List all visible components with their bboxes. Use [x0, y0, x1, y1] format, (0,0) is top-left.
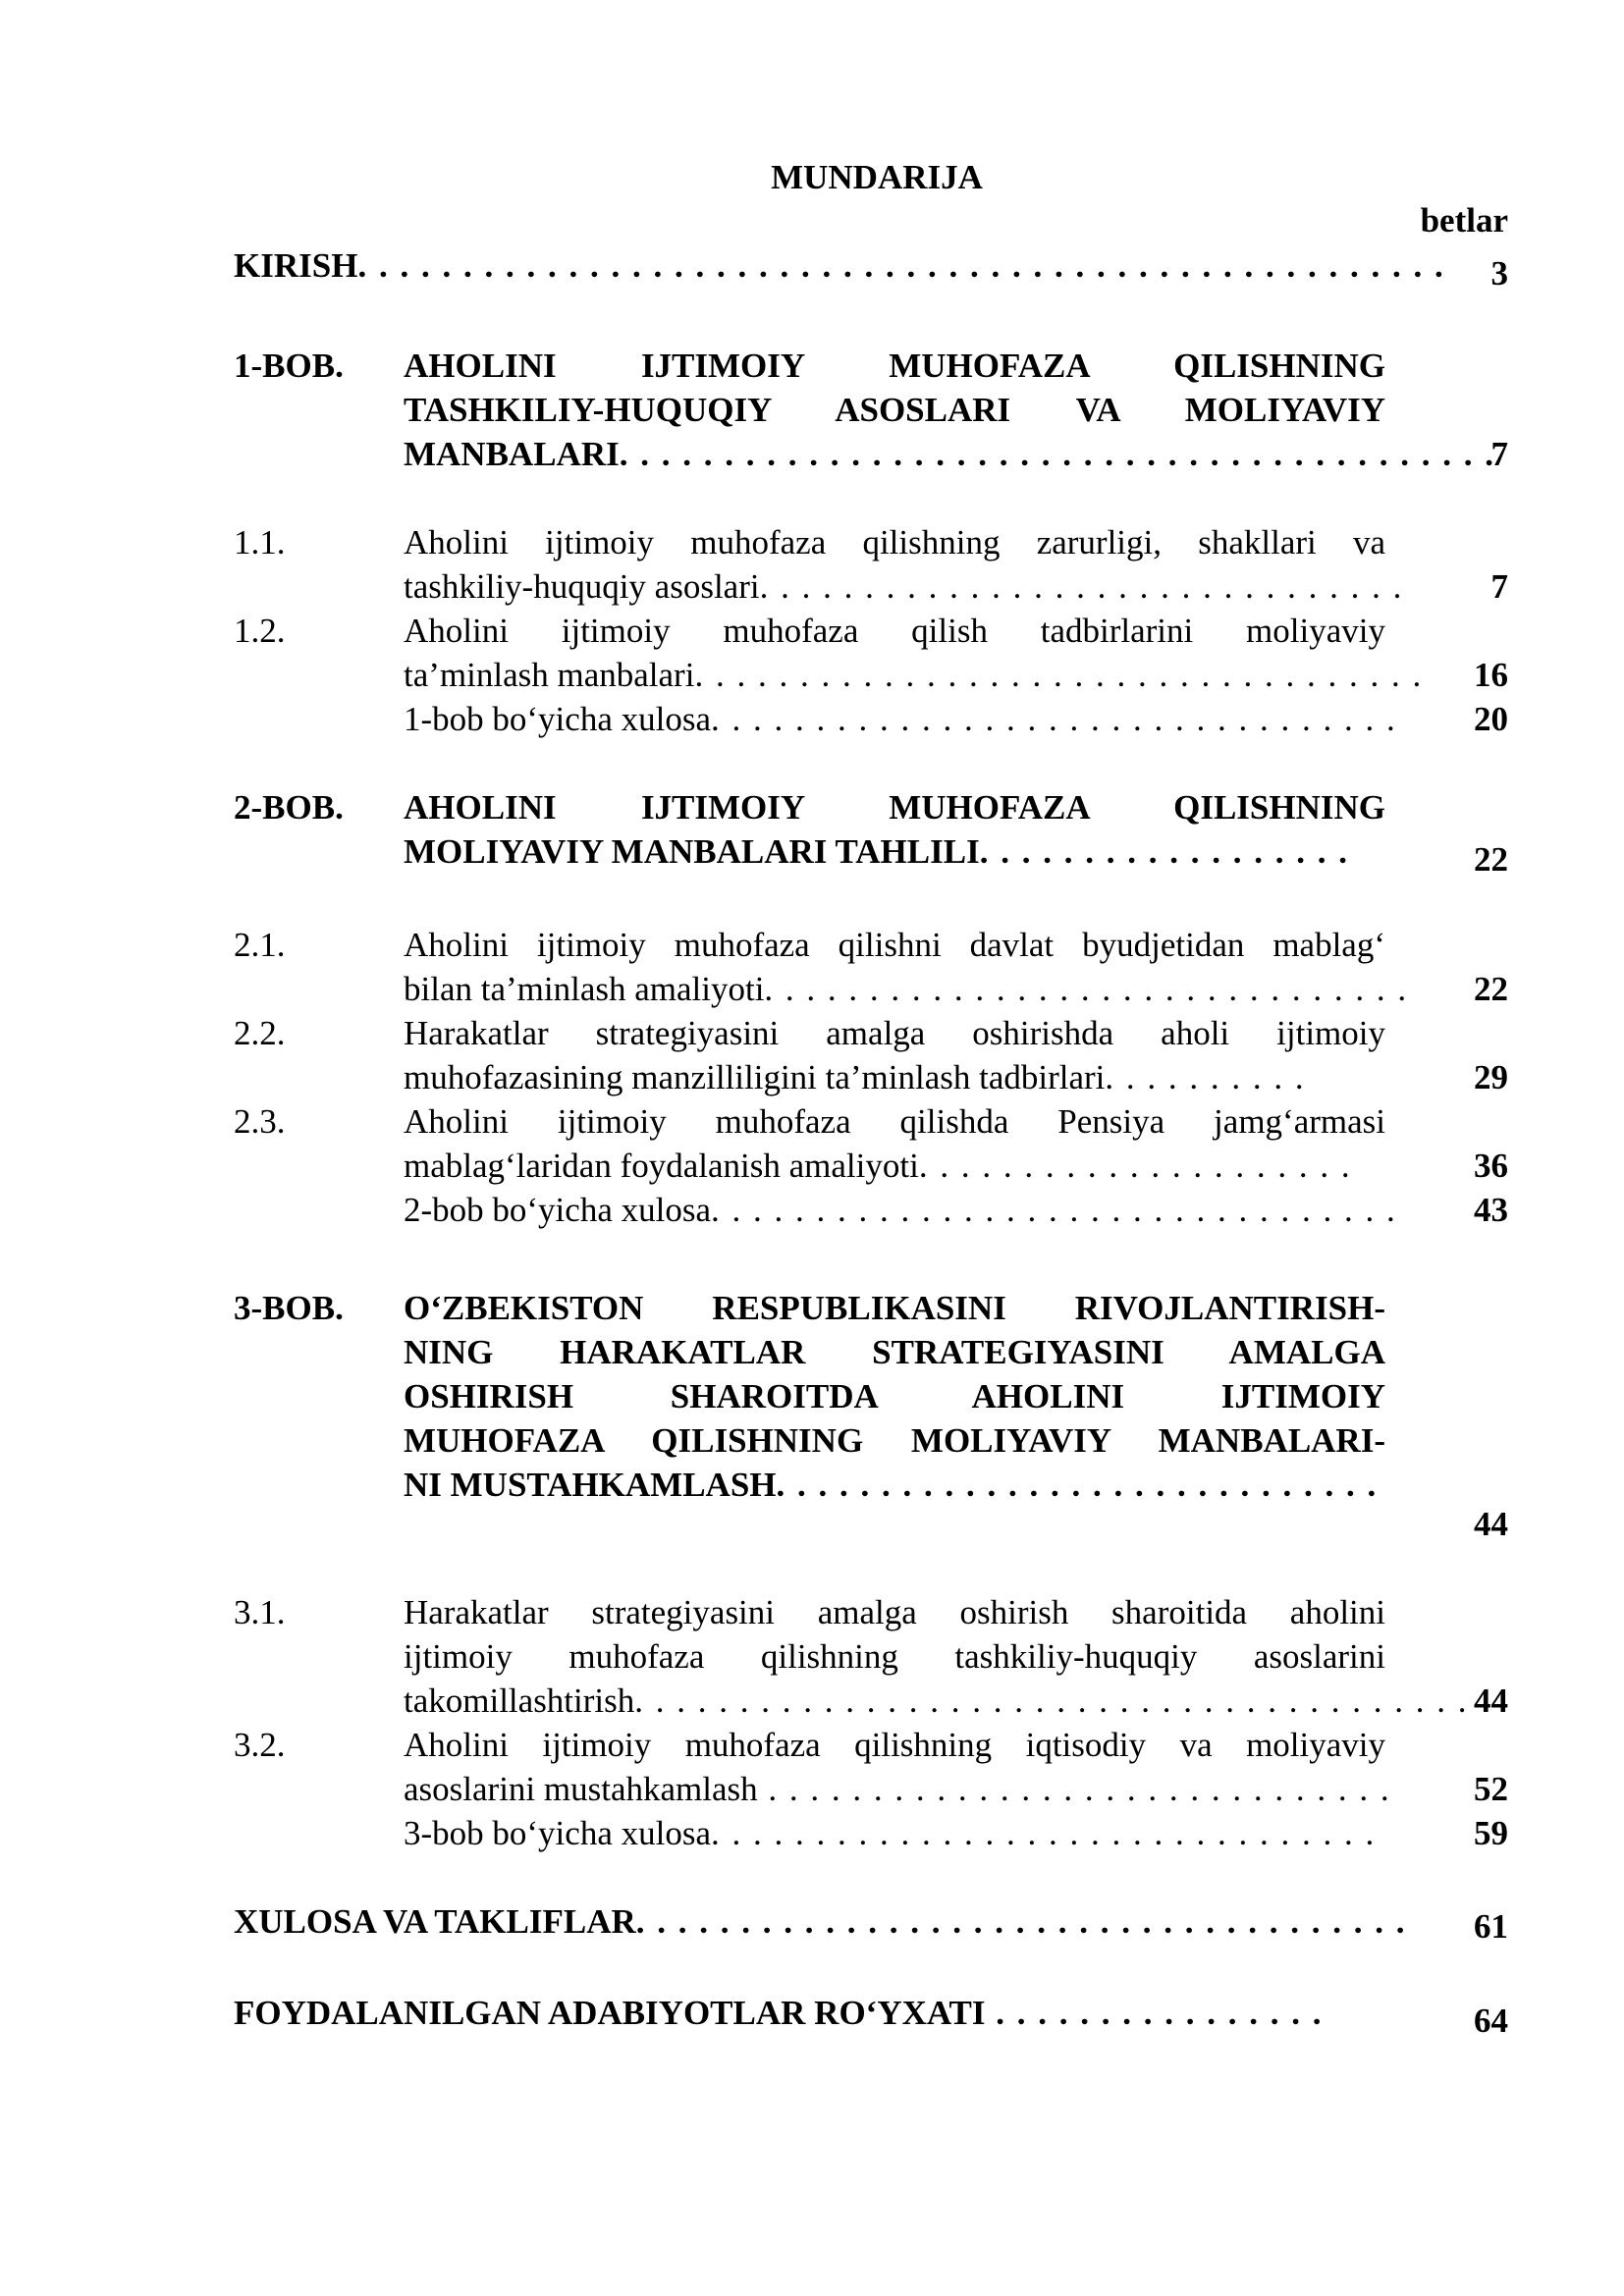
- leader-dots: . . . . . . . . . . . . . . . . . . . . . . . . . . . . . . . . . . . . . . . . . . . . . . . . . . . .: [357, 246, 1445, 285]
- leader-dots: . . . . . . . . . .: [1105, 1058, 1306, 1096]
- toc-page-section-1-2: 16: [1474, 656, 1508, 694]
- toc-entry-bibliography-title: FOYDALANILGAN ADABIYOTLAR RO‘YXATI: [234, 1994, 986, 2032]
- leader-dots: . . . . . . . . . . . . . . . . . . . . . . . . . . . . . . .: [759, 567, 1404, 606]
- chapter-2-title-line-2[interactable]: [404, 829, 1349, 874]
- leader-dots: . . . . . . . . . . . . . . . . . . . . . . . . . . . . . . . . . . . . . . . . . .: [619, 435, 1495, 473]
- chapter-1-summary-title: 1-bob bo‘yicha xulosa: [404, 700, 711, 738]
- toc-page-kirish: 3: [1490, 254, 1508, 293]
- section-1-1-number: 1.1.: [234, 523, 286, 561]
- section-2-2-number: 2.2.: [234, 1014, 286, 1052]
- toc-entry-conclusions[interactable]: [234, 1899, 1407, 1944]
- leader-dots: . . . . . . . . . . . . . . . .: [985, 1994, 1324, 2032]
- chapter-3-number: 3-BOB.: [234, 1289, 344, 1327]
- toc-entry-bibliography[interactable]: [234, 1991, 1324, 2035]
- chapter-1-title-line-3[interactable]: [404, 432, 1495, 476]
- chapter-3-title-line-1[interactable]: O‘ZBEKISTON RESPUBLIKASINI RIVOJLANTIRISH-: [404, 1289, 1385, 1327]
- toc-page-section-1-1: 7: [1490, 567, 1508, 606]
- section-1-2-title-line-1[interactable]: Aholini ijtimoiy muhofaza qilish tadbirlarini moliyaviy: [404, 612, 1385, 650]
- section-1-2-title-end: ta’minlash manbalari: [404, 656, 695, 694]
- toc-page-section-2-2: 29: [1474, 1058, 1508, 1096]
- toc-entry-conclusions-title: XULOSA VA TAKLIFLAR: [234, 1902, 636, 1941]
- leader-dots: . . . . . . . . . . . . . . . . . .: [979, 832, 1349, 871]
- chapter-1-title-line-1[interactable]: AHOLINI IJTIMOIY MUHOFAZA QILISHNING: [404, 347, 1385, 385]
- chapter-1-number: 1-BOB.: [234, 347, 344, 385]
- toc-page-chapter-2: 22: [1474, 840, 1508, 879]
- chapter-3-title-end: NI MUSTAHKAMLASH: [404, 1466, 777, 1504]
- toc-title: MUNDARIJA: [771, 158, 983, 196]
- toc-page-chapter-3: 44: [1474, 1505, 1508, 1543]
- toc-entry-kirish[interactable]: [234, 243, 1445, 288]
- section-1-2-title-line-2[interactable]: [404, 653, 1423, 697]
- section-3-1-number: 3.1.: [234, 1593, 286, 1631]
- section-2-1-number: 2.1.: [234, 926, 286, 964]
- toc-page-chapter-1-summary: 20: [1474, 700, 1508, 738]
- section-3-1-title-line-3[interactable]: [404, 1679, 1469, 1723]
- section-2-1-title-line-2[interactable]: [404, 967, 1408, 1011]
- section-3-2-number: 3.2.: [234, 1726, 286, 1764]
- section-3-1-title-end: takomillashtirish: [404, 1682, 635, 1720]
- chapter-2-summary[interactable]: [404, 1188, 1397, 1232]
- section-1-1-title-line-1[interactable]: Aholini ijtimoiy muhofaza qilishning zarurligi, shakllari va: [404, 523, 1385, 561]
- section-3-1-title-line-2[interactable]: ijtimoiy muhofaza qilishning tashkiliy-huquqiy asoslarini: [404, 1637, 1385, 1676]
- toc-page-section-2-1: 22: [1474, 970, 1508, 1008]
- chapter-2-title-end: MOLIYAVIY MANBALARI TAHLILI: [404, 832, 980, 871]
- section-3-2-title-line-1[interactable]: Aholini ijtimoiy muhofaza qilishning iqtisodiy va moliyaviy: [404, 1726, 1385, 1764]
- leader-dots: . . . . . . . . . . . . . . . . . . . . . . . . . . . . . . . . . . .: [694, 656, 1424, 694]
- chapter-3-title-line-2[interactable]: NING HARAKATLAR STRATEGIYASINI AMALGA: [404, 1333, 1385, 1371]
- section-2-3-title-line-1[interactable]: Aholini ijtimoiy muhofaza qilishda Pensiya jamg‘armasi: [404, 1102, 1385, 1141]
- toc-page-conclusions: 61: [1474, 1907, 1508, 1946]
- section-1-2-number: 1.2.: [234, 612, 286, 650]
- toc-page-chapter-1: 7: [1490, 435, 1508, 473]
- chapter-1-title-end: MANBALARI: [404, 435, 620, 473]
- chapter-3-title-line-3[interactable]: OSHIRISH SHAROITDA AHOLINI IJTIMOIY: [404, 1377, 1385, 1415]
- leader-dots: . . . . . . . . . . . . . . . . . . . . . . . . . . . . . . . . .: [710, 700, 1397, 738]
- section-2-2-title-line-1[interactable]: Harakatlar strategiyasini amalga oshirishda aholi ijtimoiy: [404, 1014, 1385, 1052]
- section-3-2-title-line-2[interactable]: [404, 1767, 1391, 1811]
- toc-page-section-3-1: 44: [1474, 1682, 1508, 1720]
- section-2-3-number: 2.3.: [234, 1102, 286, 1141]
- chapter-3-summary[interactable]: [404, 1811, 1376, 1855]
- chapter-1-summary[interactable]: [404, 697, 1397, 741]
- toc-page-bibliography: 64: [1474, 2002, 1508, 2040]
- leader-dots: . . . . . . . . . . . . . . . . . . . . . . . . . . . . . . . . . . . . .: [635, 1902, 1407, 1941]
- section-2-3-title-line-2[interactable]: [404, 1144, 1352, 1188]
- leader-dots: . . . . . . . . . . . . . . . . . . . . .: [918, 1147, 1352, 1185]
- section-2-1-title-line-1[interactable]: Aholini ijtimoiy muhofaza qilishni davlat byudjetidan mablag‘: [404, 926, 1385, 964]
- section-2-2-title-end: muhofazasining manzilliligini ta’minlash tadbirlari: [404, 1058, 1106, 1096]
- section-3-2-title-end: asoslarini mustahkamlash: [404, 1770, 758, 1808]
- leader-dots: . . . . . . . . . . . . . . . . . . . . . . . . . . . . .: [776, 1466, 1379, 1504]
- pages-column-header: betlar: [1420, 201, 1508, 240]
- chapter-3-title-line-4[interactable]: MUHOFAZA QILISHNING MOLIYAVIY MANBALARI-: [404, 1421, 1385, 1460]
- toc-page-chapter-2-summary: 43: [1474, 1191, 1508, 1229]
- section-2-3-title-end: mablag‘laridan foydalanish amaliyoti: [404, 1147, 919, 1185]
- leader-dots: . . . . . . . . . . . . . . . . . . . . . . . . . . . . . . . . . . . . . . . .: [634, 1682, 1469, 1720]
- section-1-1-title-line-2[interactable]: [404, 564, 1403, 609]
- toc-entry-kirish-title: KIRISH: [234, 246, 358, 285]
- leader-dots: . . . . . . . . . . . . . . . . . . . . . . . . . . . . . . . .: [710, 1814, 1377, 1852]
- chapter-1-title-line-2[interactable]: TASHKILIY-HUQUQIY ASOSLARI VA MOLIYAVIY: [404, 391, 1385, 429]
- section-1-1-title-end: tashkiliy-huquqiy asoslari: [404, 567, 760, 606]
- chapter-2-title-line-1[interactable]: AHOLINI IJTIMOIY MUHOFAZA QILISHNING: [404, 788, 1385, 827]
- leader-dots: . . . . . . . . . . . . . . . . . . . . . . . . . . . . . . . . .: [710, 1191, 1397, 1229]
- chapter-2-summary-title: 2-bob bo‘yicha xulosa: [404, 1191, 711, 1229]
- chapter-2-number: 2-BOB.: [234, 788, 344, 827]
- chapter-3-summary-title: 3-bob bo‘yicha xulosa: [404, 1814, 711, 1852]
- section-2-2-title-line-2[interactable]: [404, 1055, 1306, 1099]
- section-3-1-title-line-1[interactable]: Harakatlar strategiyasini amalga oshirish sharoitida aholini: [404, 1593, 1385, 1631]
- chapter-3-title-line-5[interactable]: [404, 1463, 1378, 1507]
- leader-dots: . . . . . . . . . . . . . . . . . . . . . . . . . . . . . .: [757, 1770, 1391, 1808]
- toc-page-section-2-3: 36: [1474, 1147, 1508, 1185]
- leader-dots: . . . . . . . . . . . . . . . . . . . . . . . . . . . . . . .: [764, 970, 1409, 1008]
- toc-page-section-3-2: 52: [1474, 1770, 1508, 1808]
- section-2-1-title-end: bilan ta’minlash amaliyoti: [404, 970, 765, 1008]
- toc-page-chapter-3-summary: 59: [1474, 1814, 1508, 1852]
